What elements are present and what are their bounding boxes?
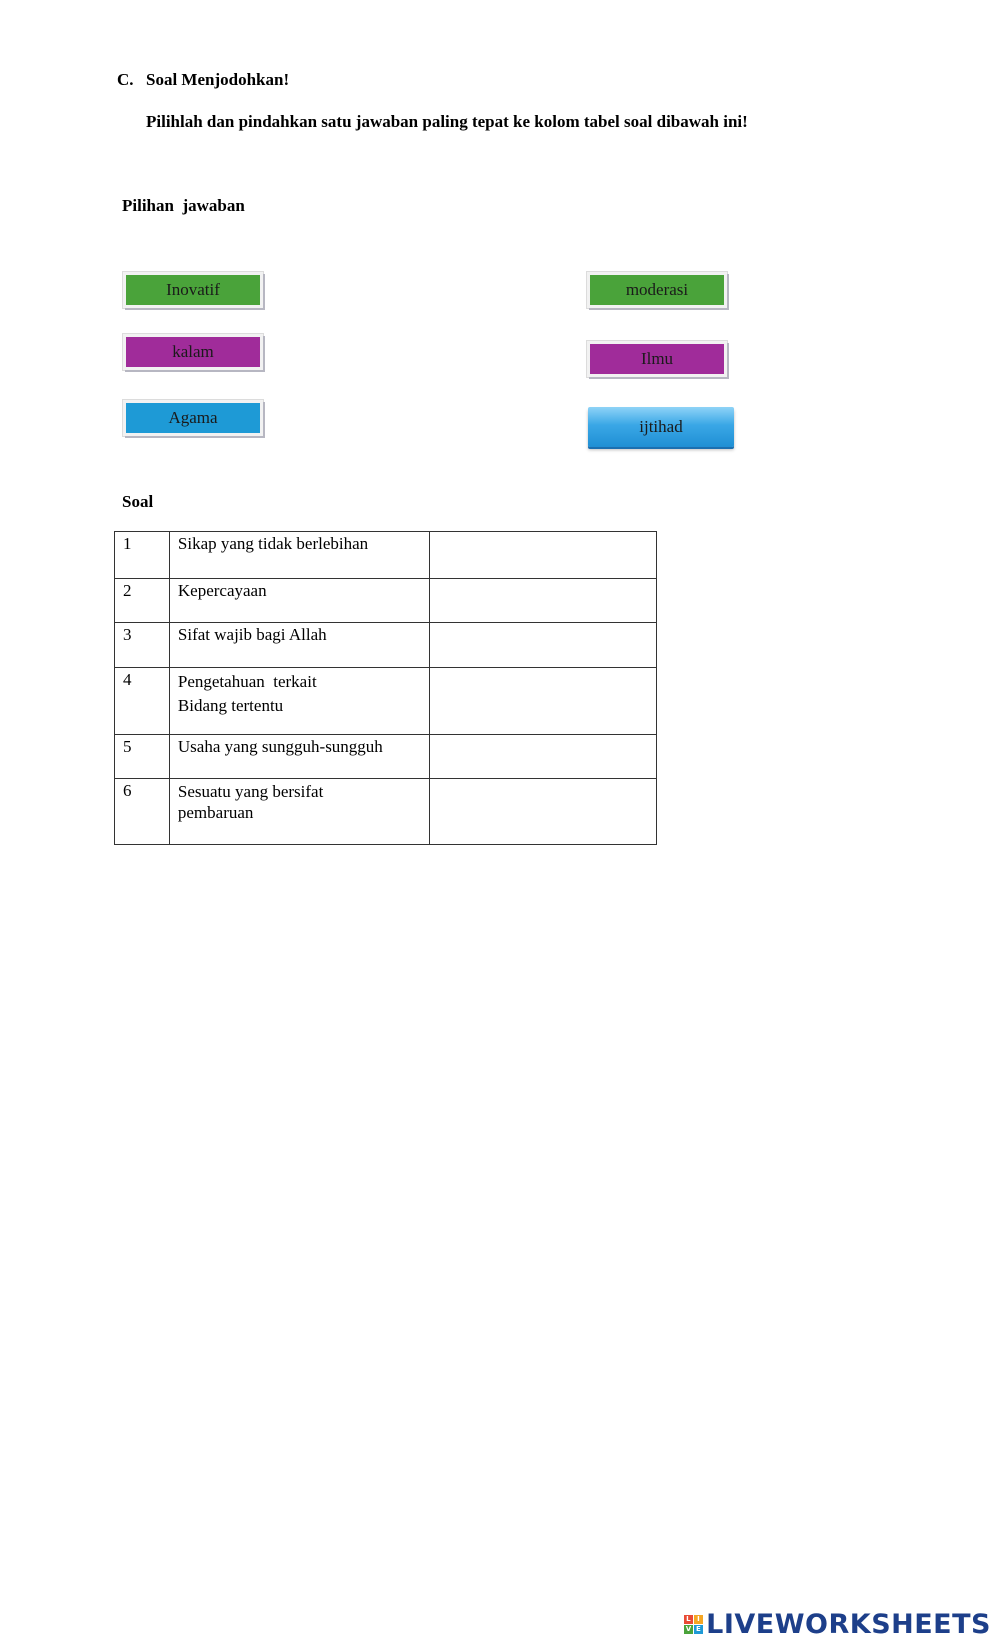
answer-drop-slot-4[interactable] [429,668,656,735]
answer-drop-slot-3[interactable] [429,623,656,668]
section-letter: C. [117,70,134,89]
table-row [115,623,657,668]
logo-letter: V [685,1625,692,1633]
question-line: Sifat wajib bagi Allah [177,625,327,644]
question-text [169,532,429,579]
brand-name: LIVEWORKSHEETS [706,1609,991,1640]
answer-chip-kalam[interactable]: kalam [123,334,263,370]
question-number: 2 [115,579,170,623]
answer-drop-slot-5[interactable] [429,735,656,779]
answer-chip-agama[interactable]: Agama [123,400,263,436]
section-title: Soal Menjodohkan! [146,70,290,89]
logo-letter: E [696,1625,702,1633]
question-line: Bidang tertentu [177,696,284,715]
answer-chip-ilmu[interactable]: Ilmu [587,341,727,377]
questions-table [114,531,657,845]
choices-heading: Pilihan jawaban [122,196,245,215]
table-row [115,532,657,579]
logo-letter: L [684,1615,693,1624]
question-line: Usaha yang sungguh-sungguh [177,737,383,756]
questions-heading: Soal [122,492,154,511]
table-row [115,668,657,735]
question-number: 4 [115,668,170,735]
question-number: 6 [115,779,170,845]
answer-chip-inovatif[interactable]: Inovatif [123,272,263,308]
question-line: Kepercayaan [177,581,267,600]
question-text [169,668,429,735]
question-line: pembaruan [177,803,254,822]
question-line: Sikap yang tidak berlebihan [177,534,369,553]
question-text [169,735,429,779]
table-row [115,735,657,779]
question-text [169,623,429,668]
answer-chip-moderasi[interactable]: moderasi [587,272,727,308]
question-number: 3 [115,623,170,668]
answer-chip-ijtihad[interactable]: ijtihad [588,407,734,447]
question-line: Sesuatu yang bersifat [177,782,324,801]
question-text [169,779,429,845]
liveworksheets-logo [684,1609,991,1640]
question-number: 1 [115,532,170,579]
answer-drop-slot-1[interactable] [429,532,656,579]
question-line: Pengetahuan terkait [177,672,317,691]
question-text [169,579,429,623]
logo-letter: I [694,1615,703,1624]
answer-drop-slot-6[interactable] [429,779,656,845]
question-number: 5 [115,735,170,779]
table-row [115,579,657,623]
table-row [115,779,657,845]
answer-drop-slot-2[interactable] [429,579,656,623]
logo-icon [684,1615,703,1634]
instruction-text: Pilihlah dan pindahkan satu jawaban paling tepat ke kolom tabel soal dibawah ini! [146,112,748,131]
